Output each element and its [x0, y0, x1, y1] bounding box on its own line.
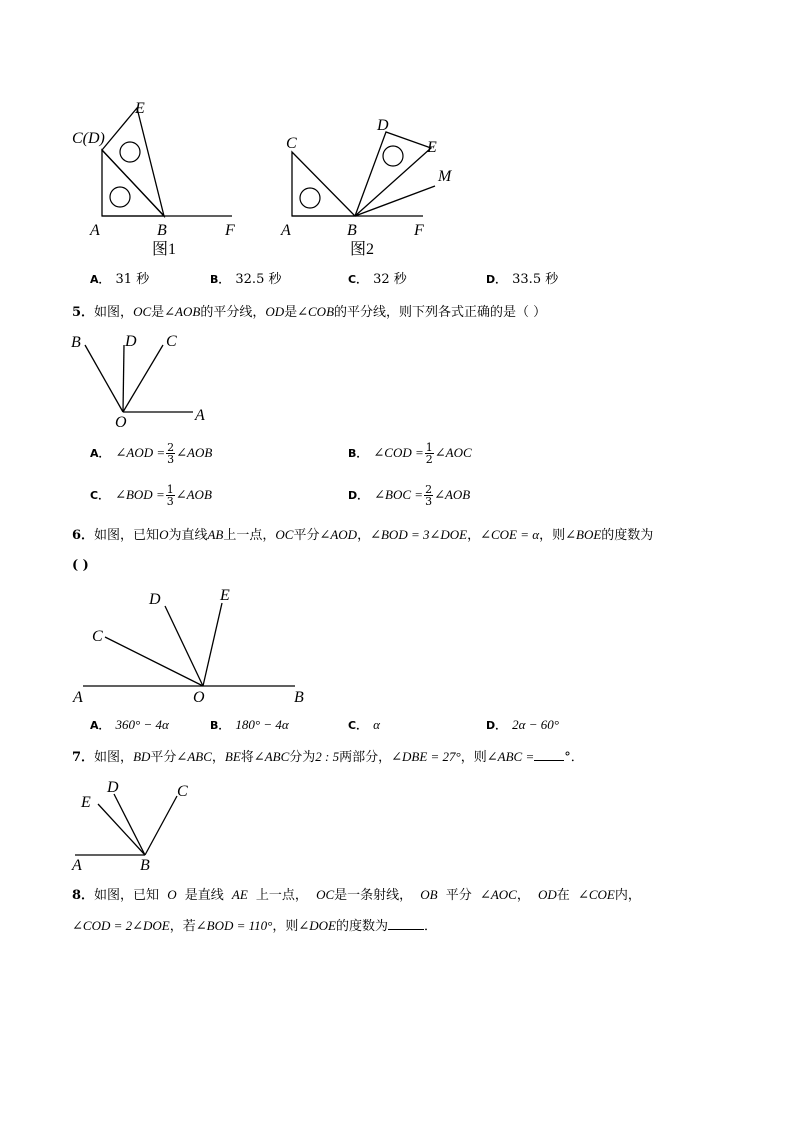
fraction — [425, 442, 434, 465]
fig2-label-e: E — [427, 139, 437, 156]
q6-text: 如图，已知 — [94, 528, 160, 543]
q6-math: ∠COE = α — [480, 527, 540, 542]
option-lhs: ∠AOD = — [115, 445, 166, 460]
q5-text: 的平分线，则下列各式正确的是（ ） — [334, 305, 547, 320]
option-key: C． — [90, 489, 110, 502]
option-text: 32.5 秒 — [235, 272, 282, 287]
answer-blank[interactable] — [388, 917, 424, 930]
fig2-label-a: A — [281, 222, 291, 239]
q8-math: ∠AOC — [479, 887, 517, 902]
q6-math: ∠BOE — [565, 527, 602, 542]
label-c: C — [166, 333, 177, 350]
option-key: B． — [210, 719, 230, 732]
q6-text: ， — [357, 528, 371, 543]
q5-math: AOB — [175, 304, 201, 319]
label-e: E — [81, 794, 91, 811]
option-lhs: ∠COD = — [373, 445, 424, 460]
q8-math: ∠DOE — [298, 918, 337, 933]
q5-figure — [65, 330, 225, 430]
q7-math: ABC — [264, 749, 290, 764]
option-text: 180° − 4α — [235, 717, 289, 732]
option-key: C． — [348, 719, 368, 732]
q5-math: OC — [133, 304, 152, 319]
q5-text: 如图， — [94, 305, 134, 320]
q7-text: 平分∠ — [150, 750, 188, 765]
label-e: E — [220, 587, 230, 604]
fig2-rotated-triangle — [355, 132, 431, 216]
option-text: 31 秒 — [115, 272, 150, 287]
numerator: 2 — [167, 441, 175, 454]
label-d: D — [107, 779, 119, 796]
option-text: α — [373, 717, 380, 732]
q8-math: ∠COD = 2∠DOE — [72, 918, 170, 933]
numerator: 1 — [425, 441, 433, 454]
q8-text: 是一条射线， — [334, 888, 413, 903]
q7-text: ，则 — [460, 750, 487, 765]
q5-option-c — [90, 484, 212, 507]
paren: ( ) — [72, 558, 89, 573]
ray-bc — [145, 796, 177, 855]
q7-math: BE — [224, 749, 241, 764]
fig2-label-c: C — [286, 135, 297, 152]
option-text: 32 秒 — [373, 272, 407, 287]
fig2-circle-lower — [300, 188, 320, 208]
option-key: A． — [90, 719, 110, 732]
q5-math: COB — [308, 304, 335, 319]
ray-oe — [203, 603, 222, 686]
option-key: D． — [348, 489, 369, 502]
option-lhs: ∠BOD = — [115, 487, 165, 502]
q6-math: ∠AOD — [319, 527, 358, 542]
q8-text: ，若 — [169, 919, 196, 934]
label-a: A — [195, 407, 205, 424]
option-key: A． — [90, 273, 110, 286]
q6-math: ∠BOD = 3∠DOE — [370, 527, 468, 542]
fig1-label-a: A — [90, 222, 100, 239]
ray-oc — [105, 637, 203, 686]
fraction — [166, 442, 175, 465]
fig2-label-b: B — [347, 222, 357, 239]
q7-math: 2 : 5 — [315, 749, 340, 764]
q8-math: ∠BOD = 110° — [195, 918, 273, 933]
q7-stem — [72, 748, 584, 767]
q6-option-a — [90, 716, 169, 735]
option-rhs: ∠AOB — [434, 487, 471, 502]
q7-text: ， — [211, 750, 225, 765]
label-o: O — [193, 689, 205, 706]
q6-text: 平分 — [293, 528, 320, 543]
label-b: B — [294, 689, 304, 706]
q6-option-c — [348, 716, 380, 735]
label-a: A — [72, 857, 82, 874]
fig1-circle-upper — [120, 142, 140, 162]
ray-oc — [123, 345, 163, 412]
denominator: 3 — [425, 495, 433, 508]
ray-bd — [114, 794, 145, 855]
q7-text: 如图， — [94, 750, 134, 765]
answer-blank[interactable] — [534, 748, 564, 761]
q7-math: ∠ABC = — [486, 749, 535, 764]
q6-text: ， — [467, 528, 481, 543]
question-number: 6． — [72, 528, 95, 543]
option-key: A． — [90, 447, 110, 460]
q8-text: 上一点， — [255, 888, 308, 903]
fig2-circle-upper — [383, 146, 403, 166]
q6-answer-paren — [72, 557, 89, 575]
fig2-label-d: D — [377, 117, 389, 134]
q7-figure — [65, 776, 205, 874]
fig2-label-m: M — [438, 168, 452, 185]
q8-math: AE — [231, 887, 248, 902]
q7-text: 将∠ — [240, 750, 265, 765]
q5-stem — [72, 303, 546, 322]
q8-math: O — [167, 887, 177, 902]
q8-text: 在 — [556, 888, 570, 903]
q5-text: 是∠ — [284, 305, 309, 320]
q8-text: ． — [424, 919, 438, 934]
label-a: A — [73, 689, 83, 706]
option-text: 2α − 60° — [512, 717, 559, 732]
q8-stem-line1 — [72, 886, 641, 905]
numerator: 1 — [166, 483, 174, 496]
label-d: D — [125, 333, 137, 350]
ray-od — [123, 345, 124, 412]
label-c: C — [92, 628, 103, 645]
q7-text: 两部分， — [339, 750, 392, 765]
q6-option-d — [486, 716, 559, 735]
q5-math: OD — [265, 304, 285, 319]
label-b: B — [71, 334, 81, 351]
q6-stem — [72, 526, 653, 545]
q8-math: OB — [420, 887, 438, 902]
q4-figure-2 — [275, 108, 475, 260]
ray-ob — [85, 345, 123, 412]
q7-math: BD — [133, 749, 151, 764]
q8-math: OD — [538, 887, 557, 902]
q6-text: 的度数为 — [601, 528, 654, 543]
q7-text: 分为 — [289, 750, 316, 765]
q6-math: O — [159, 527, 169, 542]
q6-math: AB — [207, 527, 224, 542]
denominator: 2 — [425, 453, 433, 466]
option-key: D． — [486, 273, 507, 286]
q5-option-a — [90, 442, 212, 465]
q8-text: 如图，已知 — [94, 888, 160, 903]
q8-math: ∠COE — [577, 887, 615, 902]
q8-math: OC — [316, 887, 335, 902]
label-c: C — [177, 783, 188, 800]
q6-text: ，则 — [539, 528, 566, 543]
option-lhs: ∠BOC = — [374, 487, 424, 502]
q6-figure — [65, 582, 325, 707]
fraction — [166, 484, 175, 507]
q8-text: 内， — [614, 888, 641, 903]
fraction — [424, 484, 433, 507]
q4-option-d — [486, 271, 558, 289]
fig1-label-f: F — [225, 222, 235, 239]
q5-text: 的平分线， — [200, 305, 266, 320]
fig2-left-triangle — [292, 152, 355, 216]
fig2-ray-bm — [355, 186, 435, 216]
ray-od — [165, 606, 203, 686]
question-number: 5． — [72, 305, 95, 320]
q4-option-c — [348, 271, 407, 289]
question-number: 7． — [72, 750, 95, 765]
q5-option-d — [348, 484, 470, 507]
q8-stem-line2 — [72, 917, 437, 936]
q6-text: 上一点， — [223, 528, 276, 543]
q5-option-b — [348, 442, 472, 465]
option-key: D． — [486, 719, 507, 732]
fig2-caption: 图2 — [350, 241, 375, 258]
q8-text: 是直线 — [184, 888, 224, 903]
option-key: B． — [210, 273, 230, 286]
q8-text: ， — [516, 888, 530, 903]
question-number: 8． — [72, 888, 95, 903]
denominator: 3 — [166, 495, 174, 508]
q7-math: ABC — [187, 749, 212, 764]
fig1-caption: 图1 — [152, 241, 177, 258]
option-text: 360° − 4α — [115, 717, 169, 732]
option-text: 33.5 秒 — [512, 272, 559, 287]
ray-be — [98, 804, 145, 855]
option-key: C． — [348, 273, 368, 286]
label-b: B — [140, 857, 150, 874]
numerator: 2 — [425, 483, 433, 496]
label-o: O — [115, 414, 127, 431]
denominator: 3 — [167, 453, 175, 466]
q6-option-b — [210, 716, 289, 735]
q6-text: 为直线 — [168, 528, 208, 543]
fig1-label-b: B — [157, 222, 167, 239]
fig2-label-f: F — [414, 222, 424, 239]
q6-math: OC — [275, 527, 294, 542]
q8-text: ，则 — [272, 919, 299, 934]
option-key: B． — [348, 447, 368, 460]
q8-text: 平分 — [445, 888, 472, 903]
q7-math: ∠DBE = 27° — [391, 749, 461, 764]
q8-text: 的度数为 — [336, 919, 389, 934]
option-rhs: ∠AOB — [176, 445, 213, 460]
q4-figure-1 — [60, 95, 260, 260]
fig1-circle-lower — [110, 187, 130, 207]
label-d: D — [149, 591, 161, 608]
q5-text: 是∠ — [151, 305, 176, 320]
q7-text: °． — [564, 750, 584, 765]
option-rhs: ∠AOC — [434, 445, 472, 460]
fig1-label-cd: C(D) — [72, 130, 105, 147]
fig1-label-e: E — [135, 100, 145, 117]
q4-option-a — [90, 271, 149, 289]
q4-option-b — [210, 271, 281, 289]
option-rhs: ∠AOB — [175, 487, 212, 502]
